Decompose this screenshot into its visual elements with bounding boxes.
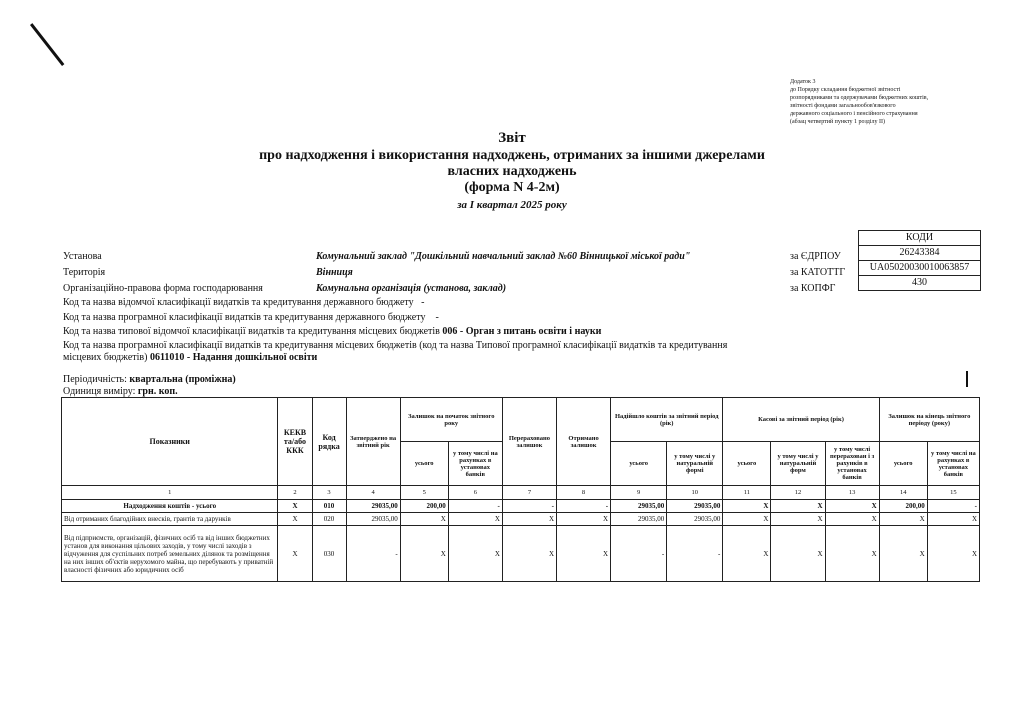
table-cell: X	[723, 513, 771, 526]
header-approved: Затверджено на звітний рік	[346, 398, 400, 486]
handwritten-slash-mark	[30, 23, 64, 66]
column-number: 15	[927, 486, 979, 500]
org-form-value: Комунальна організація (установа, заклад)	[316, 283, 507, 294]
table-row	[62, 500, 980, 513]
table-cell: X	[927, 513, 979, 526]
header-cash: Касові за звітний період (рік)	[723, 398, 879, 442]
appendix-line: (абзац четвертий пункту 1 розділу II)	[790, 119, 885, 125]
periodicity-line	[63, 374, 743, 386]
report-period: за I квартал 2025 року	[457, 199, 567, 211]
table-cell: X	[825, 500, 879, 513]
column-number: 7	[502, 486, 556, 500]
unit-label: Одиниця виміру:	[63, 386, 136, 397]
table-cell: X	[825, 513, 879, 526]
dept-code-line	[63, 297, 743, 309]
header-received-balance: Отримано залишок	[557, 398, 611, 486]
table-cell: X	[278, 526, 312, 582]
row-name: Від підприємств, організацій, фізичних осіб та від інших бюджетних установ для виконання цільових заходів, у тому числі заходів з відчуження для суспільних потреб земельних ділянок та розміщення на них інших об'єктів нерухомого майна, що перебувають у приватній власності фізичних або юридичних осіб	[62, 526, 278, 582]
institution-value: Комунальний заклад "Дошкільний навчальний заклад №60 Вінницької міської ради"	[316, 251, 691, 262]
table-cell: X	[502, 526, 556, 582]
table-cell: X	[557, 526, 611, 582]
table-cell: X	[771, 513, 825, 526]
territory-value: Вінниця	[316, 267, 353, 278]
local-prog-code-value: 0611010 - Надання дошкільної освіти	[149, 352, 318, 363]
prog-code-value: -	[435, 312, 439, 323]
column-number: 5	[400, 486, 448, 500]
header-indicators: Показники	[62, 398, 278, 486]
prog-code-line	[63, 312, 743, 324]
header-balance-start: Залишок на початок звітного року	[400, 398, 502, 442]
edrpou-label: за ЄДРПОУ	[790, 251, 841, 262]
header-incl-banks: у тому числі на рахунках в установах банків	[448, 442, 502, 486]
table-cell: X	[927, 526, 979, 582]
dept-code-label: Код та назва відомчої класифікації видатків та кредитування державного бюджету	[63, 297, 414, 308]
appendix-line: до Порядку складання бюджетної звітності	[790, 87, 901, 93]
appendix-line: Додаток 3	[790, 79, 816, 85]
column-number: 12	[771, 486, 825, 500]
table-cell: -	[667, 526, 723, 582]
table-cell: X	[771, 500, 825, 513]
report-title: Звіт	[498, 130, 526, 146]
prog-code-label: Код та назва програмної класифікації видатків та кредитування державного бюджету	[63, 312, 426, 323]
column-number: 1	[62, 486, 278, 500]
table-cell: -	[346, 526, 400, 582]
header-incl-natural-2: у тому числі у натуральній форм	[771, 442, 825, 486]
appendix-line: звітності фондами загальнообов'язкового	[790, 103, 896, 109]
periodicity-value: квартальна (проміжна)	[129, 374, 236, 385]
table-cell: X	[448, 526, 502, 582]
appendix-note	[790, 78, 990, 126]
appendix-line: розпорядниками та одержувачами бюджетних коштів,	[790, 95, 929, 101]
row-name: Надходження коштів - усього	[62, 500, 278, 513]
table-cell: 200,00	[879, 500, 927, 513]
report-subtitle: про надходження і використання надходжень, отриманих за іншими джерелами	[259, 148, 765, 163]
appendix-line: державного соціального і пенсійного страхування	[790, 111, 918, 117]
table-cell: 200,00	[400, 500, 448, 513]
table-cell: X	[400, 526, 448, 582]
column-number-row	[62, 486, 980, 500]
header-received: Надійшло коштів за звітний період (рік)	[611, 398, 723, 442]
territory-label: Територія	[63, 267, 106, 278]
header-incl-natural: у тому числі у натуральній формі	[667, 442, 723, 486]
katottg-label: за КАТОТТГ	[790, 267, 846, 278]
katottg-code: UA05020030010063857	[859, 261, 980, 276]
table-cell: X	[723, 500, 771, 513]
header-total: усього	[879, 442, 927, 486]
column-number: 6	[448, 486, 502, 500]
header-total: усього	[723, 442, 771, 486]
table-cell: X	[502, 513, 556, 526]
typical-dept-code-label: Код та назва типової відомчої класифікації видатків та кредитування місцевих бюджетів	[63, 326, 440, 337]
table-cell: X	[879, 526, 927, 582]
column-number: 3	[312, 486, 346, 500]
column-number: 4	[346, 486, 400, 500]
column-number: 11	[723, 486, 771, 500]
edrpou-code: 26243384	[859, 246, 980, 261]
table-cell: X	[723, 526, 771, 582]
periodicity-label: Періодичність:	[63, 374, 127, 385]
table-cell: 030	[312, 526, 346, 582]
unit-value: грн. коп.	[137, 386, 178, 397]
table-cell: 010	[312, 500, 346, 513]
column-number: 8	[557, 486, 611, 500]
table-cell: -	[611, 526, 667, 582]
table-row	[62, 526, 980, 582]
codes-header: КОДИ	[859, 231, 980, 246]
handwritten-mark	[966, 371, 968, 387]
codes-box	[858, 230, 981, 291]
kopfg-code: 430	[912, 277, 927, 288]
table-cell: X	[448, 513, 502, 526]
header-code: Код рядка	[312, 398, 346, 486]
table-cell: 29035,00	[346, 513, 400, 526]
header-total: усього	[400, 442, 448, 486]
table-cell: 020	[312, 513, 346, 526]
typical-dept-code-value: 006 - Орган з питань освіти і науки	[442, 326, 602, 337]
column-number: 9	[611, 486, 667, 500]
header-kekv: КЕКВ та/або ККК	[278, 398, 312, 486]
header-transferred: Перераховано залишок	[502, 398, 556, 486]
table-cell: -	[448, 500, 502, 513]
table-cell: 29035,00	[667, 513, 723, 526]
table-cell: X	[879, 513, 927, 526]
table-cell: X	[557, 513, 611, 526]
local-prog-code-label: Код та назва програмної класифікації видатків та кредитування місцевих бюджетів (код та назва Типової програмної класифікації видатків та кредитування місцевих бюджетів)	[63, 340, 728, 363]
column-number: 13	[825, 486, 879, 500]
institution-label: Установа	[63, 251, 102, 262]
local-prog-code-line	[63, 340, 743, 364]
table-cell: X	[825, 526, 879, 582]
table-cell: -	[557, 500, 611, 513]
table-cell: -	[502, 500, 556, 513]
header-incl-transferred-banks: у тому числі перерахован і з рахунків в установах банків	[825, 442, 879, 486]
header-balance-end: Залишок на кінець звітного періоду (року)	[879, 398, 979, 442]
table-cell: X	[278, 500, 312, 513]
report-subtitle-2: власних надходжень	[447, 164, 577, 179]
table-row	[62, 513, 980, 526]
table-cell: -	[927, 500, 979, 513]
report-table	[61, 397, 980, 582]
column-number: 2	[278, 486, 312, 500]
table-cell: X	[400, 513, 448, 526]
table-cell: X	[278, 513, 312, 526]
kopfg-label: за КОПФГ	[790, 283, 836, 294]
typical-dept-code-line	[63, 326, 743, 338]
column-number: 14	[879, 486, 927, 500]
row-name: Від отриманих благодійних внесків, грантів та дарунків	[62, 513, 278, 526]
table-cell: 29035,00	[611, 513, 667, 526]
column-number: 10	[667, 486, 723, 500]
dept-code-value: -	[421, 297, 425, 308]
form-number: (форма N 4-2м)	[464, 180, 560, 195]
table-cell: 29035,00	[611, 500, 667, 513]
header-incl-banks-2: у тому числі на рахунках в установах банків	[927, 442, 979, 486]
table-cell: 29035,00	[346, 500, 400, 513]
table-cell: X	[771, 526, 825, 582]
table-cell: 29035,00	[667, 500, 723, 513]
org-form-label: Організаційно-правова форма господарювання	[63, 283, 263, 294]
header-total: усього	[611, 442, 667, 486]
